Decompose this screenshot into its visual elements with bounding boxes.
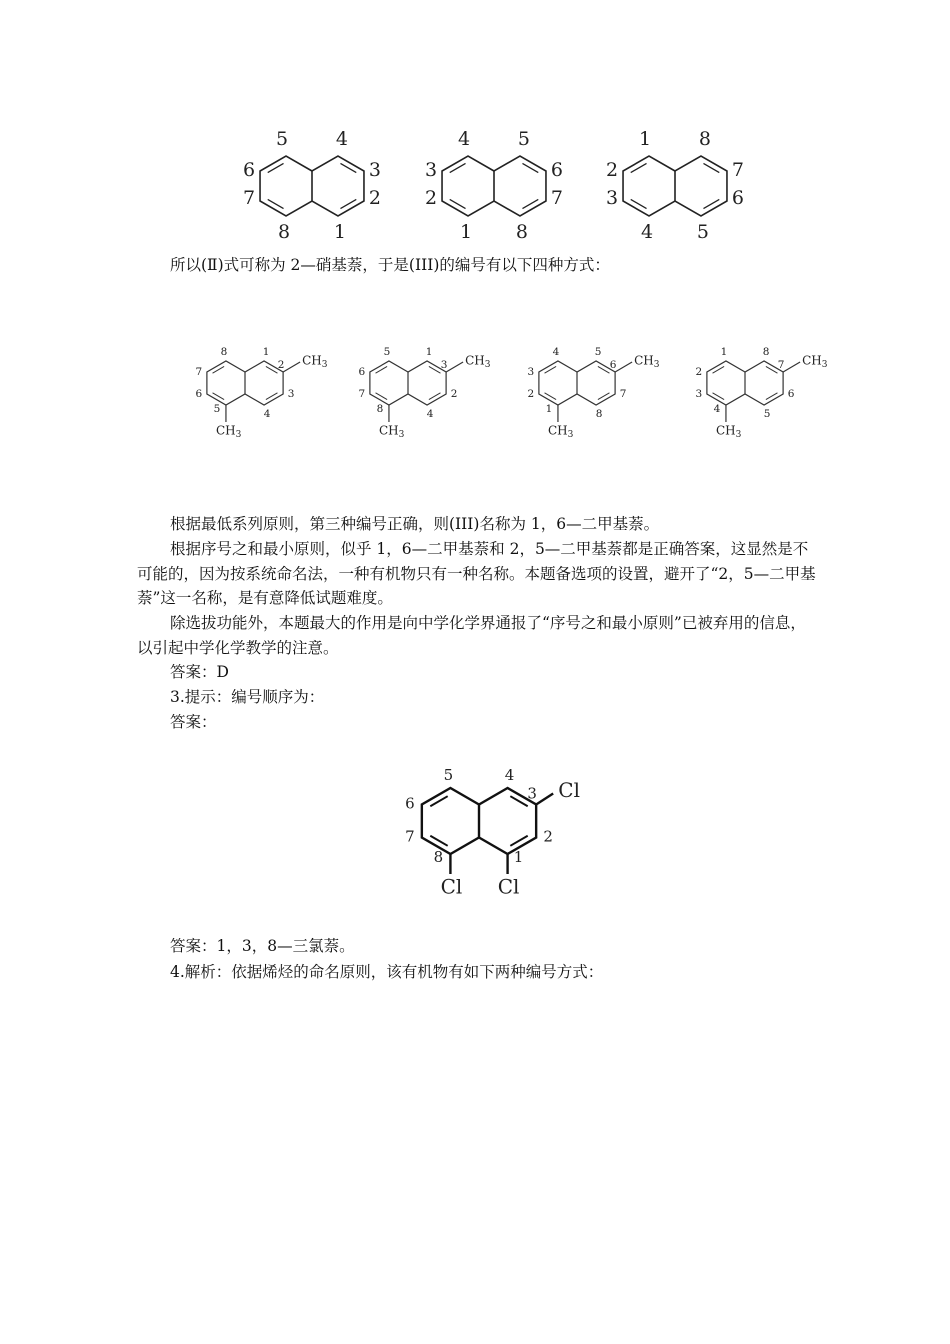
locant-label: 1 [425,346,433,358]
chloro-group-label: Cl [558,778,581,802]
locant-label: 3 [440,359,448,371]
locant-label: 2 [450,388,458,400]
methyl-group-label: $CH_3$ [465,353,491,370]
locant-label: 3 [527,784,537,803]
locant-label: 8 [433,848,444,866]
answer-d: 答案：D [170,663,229,681]
paragraph-sum-rule: 根据序号之和最小原则，似乎 1，6—二甲基萘和 2，5—二甲基萘都是正确答案，这显然是不可能的，因为按系统命名法，一种有机物只有一种名称。本题备选项的设置，避开了“2，5—二甲基萘”这一名称，是有意降低试题难度。 [137,540,816,607]
locant-label: 6 [242,159,256,181]
dimethylnaphthalene-numbering-row [0,320,950,490]
locant-label: 6 [787,388,795,400]
locant-label: 6 [405,794,415,813]
locant-label: 3 [287,388,295,400]
locant-label: 8 [762,346,770,358]
locant-label: 7 [358,388,366,400]
methyl-group-label: $CH_3$ [302,353,328,370]
locant-label: 5 [594,346,602,358]
dimethylnaphthalene-scheme-2 [359,346,491,440]
locant-label: 1 [333,221,347,243]
trichloronaphthalene-structure [0,740,950,920]
answer-trichloro: 答案：1，3，8—三氯萘。 [170,937,355,955]
locant-label: 6 [358,366,366,378]
locant-label: 2 [527,388,535,400]
locant-label: 1 [513,848,524,866]
methyl-group-label: $CH_3$ [802,353,828,370]
methyl-group-label: $CH_3$ [378,423,405,440]
locant-label: 8 [515,221,529,243]
locant-label: 2 [695,366,703,378]
methyl-bond [446,362,463,372]
locant-label: 8 [595,408,603,420]
locant-label: 2 [543,827,553,846]
locant-label: 5 [443,766,454,784]
locant-label: 1 [545,403,553,415]
paragraph-numbering-intro: 所以(Ⅱ)式可称为 2—硝基萘，于是(III)的编号有以下四种方式： [170,256,610,274]
locant-label: 7 [619,388,627,400]
methyl-group-label: $CH_3$ [715,423,742,440]
locant-label: 7 [550,187,564,209]
locant-label: 6 [550,159,564,181]
locant-label: 1 [720,346,728,358]
locant-label: 2 [424,187,438,209]
methyl-group-label: $CH_3$ [547,423,574,440]
trichloronaphthalene [405,766,580,899]
locant-label: 4 [713,403,721,415]
dimethylnaphthalene-scheme-4 [696,346,828,440]
locant-label: 8 [698,128,712,150]
locant-label: 5 [383,346,391,358]
locant-label: 5 [275,128,289,150]
locant-label: 7 [777,359,785,371]
chloro-bond [536,794,553,805]
locant-label: 7 [242,187,256,209]
locant-label: 5 [213,403,221,415]
locant-label: 7 [195,366,203,378]
naphthalene-scheme-3 [606,128,744,243]
naphthalene-numbering-row [0,0,950,243]
locant-label: 2 [368,187,382,209]
locant-label: 4 [640,221,654,243]
locant-label: 4 [552,346,560,358]
locant-label: 3 [695,388,703,400]
locant-label: 1 [638,128,652,150]
paragraph-purpose: 除选拔功能外，本题最大的作用是向中学化学界通报了“序号之和最小原则”已被弃用的信息，以引起中学化学教学的注意。 [137,614,806,657]
analysis-4: 4.解析：依据烯烃的命名原则，该有机物有如下两种编号方式： [170,963,604,981]
locant-label: 4 [263,408,271,420]
locant-label: 4 [335,128,349,150]
locant-label: 3 [605,187,619,209]
hint-3: 3.提示：编号顺序为： [170,688,325,706]
locant-label: 5 [517,128,531,150]
locant-label: 4 [426,408,434,420]
naphthalene-scheme-1 [243,128,381,243]
methyl-bond [615,362,632,372]
naphthalene-scheme-2 [425,128,563,243]
methyl-bond [283,362,300,372]
locant-label: 2 [605,159,619,181]
locant-label: 7 [731,159,745,181]
dimethylnaphthalene-scheme-1 [196,346,328,440]
methyl-group-label: $CH_3$ [634,353,660,370]
locant-label: 6 [195,388,203,400]
answer-label: 答案： [170,713,217,731]
locant-label: 6 [731,187,745,209]
locant-label: 4 [504,766,515,784]
methyl-group-label: $CH_3$ [215,423,242,440]
locant-label: 6 [609,359,617,371]
locant-label: 8 [277,221,291,243]
locant-label: 3 [527,366,535,378]
locant-label: 2 [277,359,285,371]
chloro-group-label: Cl [440,874,463,899]
locant-label: 1 [262,346,270,358]
locant-label: 5 [696,221,710,243]
locant-label: 8 [220,346,228,358]
locant-label: 3 [368,159,382,181]
locant-label: 5 [763,408,771,420]
locant-label: 8 [376,403,384,415]
methyl-bond [783,362,800,372]
locant-label: 7 [405,827,415,846]
dimethylnaphthalene-scheme-3 [528,346,660,440]
locant-label: 3 [424,159,438,181]
chloro-group-label: Cl [497,874,520,899]
locant-label: 4 [457,128,471,150]
paragraph-lowest-locant-rule: 根据最低系列原则，第三种编号正确，则(III)名称为 1，6—二甲基萘。 [170,515,660,533]
locant-label: 1 [459,221,473,243]
